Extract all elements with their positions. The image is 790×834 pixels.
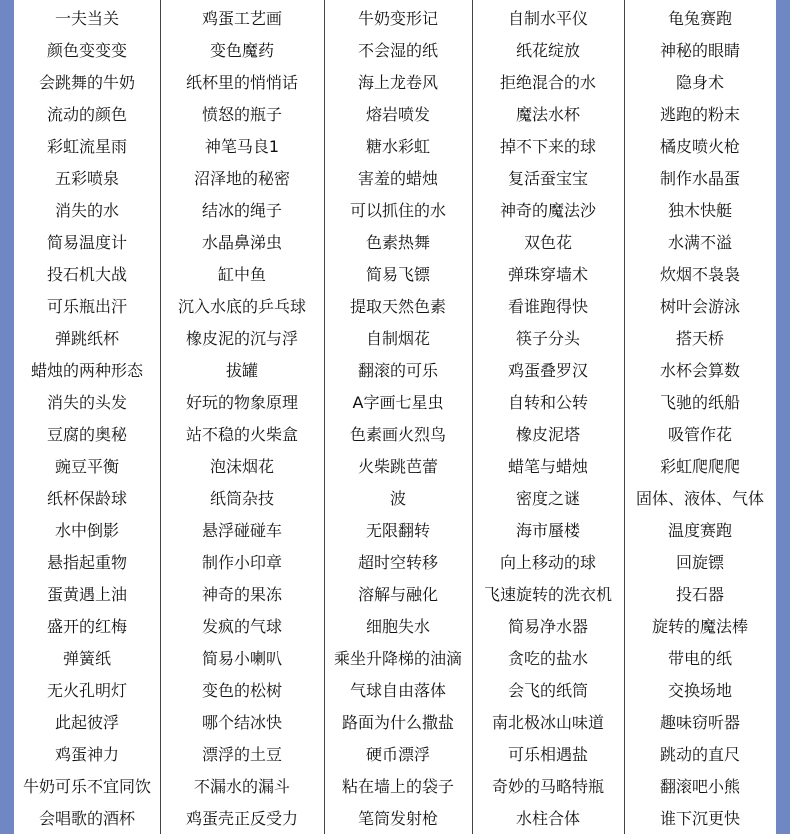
table-cell: 变色魔药: [209, 40, 274, 60]
table-cell: 投石机大战: [46, 264, 127, 284]
table-cell: 牛奶变形记: [357, 8, 438, 28]
table-cell: 牛奶可乐不宜同饮: [22, 776, 151, 796]
table-cell: 神笔马良1: [204, 136, 280, 156]
table-cell: 神秘的眼睛: [659, 40, 740, 60]
table-cell: 站不稳的火柴盒: [185, 424, 298, 444]
table-cell: 双色花: [523, 232, 572, 252]
experiment-table: [14, 1, 776, 833]
table-cell: 飞速旋转的洗衣机: [483, 584, 612, 604]
table-cell: 拔罐: [225, 360, 258, 380]
table-cell: 水中倒影: [54, 520, 119, 540]
table-cell: 会跳舞的牛奶: [38, 72, 135, 92]
table-cell: 消失的头发: [46, 392, 127, 412]
table-cell: 粘在墙上的袋子: [341, 776, 454, 796]
table-cell: 彩虹爬爬爬: [659, 456, 740, 476]
table-cell: 火柴跳芭蕾: [357, 456, 438, 476]
table-cell: 吸管作花: [667, 424, 732, 444]
table-cell: 弹簧纸: [62, 648, 111, 668]
table-cell: 消失的水: [54, 200, 119, 220]
table-cell: 魔法水杯: [515, 104, 580, 124]
table-cell: 溶解与融化: [357, 584, 438, 604]
table-cell: 橘皮喷火枪: [659, 136, 740, 156]
table-cell: 沼泽地的秘密: [193, 168, 290, 188]
table-cell: 好玩的物象原理: [185, 392, 298, 412]
table-cell: 投石器: [675, 584, 724, 604]
table-cell: 超时空转移: [357, 552, 438, 572]
table-cell: 神奇的魔法沙: [499, 200, 596, 220]
table-cell: 色素画火烈鸟: [349, 424, 446, 444]
table-cell: 海上龙卷风: [357, 72, 438, 92]
table-cell: 水晶鼻涕虫: [201, 232, 282, 252]
table-cell: 漂浮的土豆: [201, 744, 282, 764]
table-cell: 独木快艇: [667, 200, 732, 220]
table-cell: 逃跑的粉末: [659, 104, 740, 124]
table-cell: 带电的纸: [667, 648, 732, 668]
table-cell: 会唱歌的酒杯: [38, 808, 135, 828]
table-cell: 制作水晶蛋: [659, 168, 740, 188]
table-cell: 弹跳纸杯: [54, 328, 119, 348]
table-cell: 泡沫烟花: [209, 456, 274, 476]
table-cell: 水杯会算数: [659, 360, 740, 380]
table-cell: 气球自由落体: [349, 680, 446, 700]
table-cell: 无限翻转: [365, 520, 430, 540]
table-cell: 会飞的纸筒: [507, 680, 588, 700]
table-cell: 硬币漂浮: [365, 744, 430, 764]
table-cell: 乘坐升降梯的油滴: [333, 648, 462, 668]
table-cell: 缸中鱼: [217, 264, 266, 284]
table-cell: 水柱合体: [515, 808, 580, 828]
table-cell: 沉入水底的乒乓球: [177, 296, 306, 316]
table-cell: 发疯的气球: [201, 616, 282, 636]
table-cell: 害羞的蜡烛: [357, 168, 438, 188]
table-cell: 提取天然色素: [349, 296, 446, 316]
table-cell: 掉不下来的球: [499, 136, 596, 156]
table-cell: 交换场地: [667, 680, 732, 700]
table-cell: 悬指起重物: [46, 552, 127, 572]
table-cell: 温度赛跑: [667, 520, 732, 540]
table-cell: 纸杯里的悄悄话: [185, 72, 298, 92]
table-cell: 拒绝混合的水: [499, 72, 596, 92]
table-cell: 愤怒的瓶子: [201, 104, 282, 124]
table-cell: 简易净水器: [507, 616, 588, 636]
table-cell: 橡皮泥的沉与浮: [185, 328, 298, 348]
experiment-list-page: [14, 0, 776, 834]
table-cell: 无火孔明灯: [46, 680, 127, 700]
table-cell: 豆腐的奥秘: [46, 424, 127, 444]
table-cell: 不漏水的漏斗: [193, 776, 290, 796]
table-cell: A字画七星虫: [352, 392, 444, 412]
table-cell: 豌豆平衡: [54, 456, 119, 476]
table-cell: 旋转的魔法棒: [651, 616, 748, 636]
table-cell: 翻滚的可乐: [357, 360, 438, 380]
table-cell: 鸡蛋神力: [54, 744, 119, 764]
table-cell: 笔筒发射枪: [357, 808, 438, 828]
table-cell: 神奇的果冻: [201, 584, 282, 604]
table-cell: 简易温度计: [46, 232, 127, 252]
table-cell: 南北极冰山味道: [491, 712, 604, 732]
table-cell: 纸杯保龄球: [46, 488, 127, 508]
table-cell: 颜色变变变: [46, 40, 127, 60]
table-cell: 鸡蛋叠罗汉: [507, 360, 588, 380]
table-cell: 贪吃的盐水: [507, 648, 588, 668]
table-cell: 糖水彩虹: [365, 136, 430, 156]
table-cell: 向上移动的球: [499, 552, 596, 572]
table-cell: 蛋黄遇上油: [46, 584, 127, 604]
table-cell: 简易小喇叭: [201, 648, 282, 668]
table-cell: 色素热舞: [365, 232, 430, 252]
table-cell: 鸡蛋工艺画: [201, 8, 282, 28]
table-cell: 可以抓住的水: [349, 200, 446, 220]
table-cell: 蜡笔与蜡烛: [507, 456, 588, 476]
table-cell: 自制水平仪: [507, 8, 588, 28]
table-cell: 悬浮碰碰车: [201, 520, 282, 540]
table-cell: 变色的松树: [201, 680, 282, 700]
table-cell: 看谁跑得快: [507, 296, 588, 316]
table-cell: 熔岩喷发: [365, 104, 430, 124]
table-cell: 盛开的红梅: [46, 616, 127, 636]
table-cell: 流动的颜色: [46, 104, 127, 124]
table-cell: 细胞失水: [365, 616, 430, 636]
table-cell: 结冰的绳子: [201, 200, 282, 220]
table-cell: 隐身术: [675, 72, 724, 92]
table-cell: 不会湿的纸: [357, 40, 438, 60]
table-cell: 此起彼浮: [54, 712, 119, 732]
table-cell: 可乐相遇盐: [507, 744, 588, 764]
table-cell: 树叶会游泳: [659, 296, 740, 316]
table-cell: 纸筒杂技: [209, 488, 274, 508]
table-cell: 可乐瓶出汗: [46, 296, 127, 316]
table-cell: 炊烟不袅袅: [659, 264, 740, 284]
table-cell: 路面为什么撒盐: [341, 712, 454, 732]
table-cell: 奇妙的马略特瓶: [491, 776, 604, 796]
table-cell: 波: [389, 488, 406, 508]
table-cell: 谁下沉更快: [659, 808, 740, 828]
table-cell: 水满不溢: [667, 232, 732, 252]
table-cell: 回旋镖: [675, 552, 724, 572]
table-cell: 自转和公转: [507, 392, 588, 412]
table-cell: 弹珠穿墙术: [507, 264, 588, 284]
table-cell: 纸花绽放: [515, 40, 580, 60]
table-cell: 制作小印章: [201, 552, 282, 572]
table-cell: 橡皮泥塔: [515, 424, 580, 444]
table-cell: 复活蚕宝宝: [507, 168, 588, 188]
table-cell: 飞驰的纸船: [659, 392, 740, 412]
table-cell: 龟兔赛跑: [667, 8, 732, 28]
table-cell: 海市蜃楼: [515, 520, 580, 540]
table-cell: 鸡蛋壳正反受力: [185, 808, 298, 828]
table-cell: 蜡烛的两种形态: [30, 360, 143, 380]
table-cell: 哪个结冰快: [201, 712, 282, 732]
table-cell: 密度之谜: [515, 488, 580, 508]
table-cell: 一夫当关: [54, 8, 119, 28]
table-cell: 固体、液体、气体: [635, 488, 764, 508]
table-cell: 搭天桥: [675, 328, 724, 348]
table-cell: 跳动的直尺: [659, 744, 740, 764]
table-cell: 趣味窃听器: [659, 712, 740, 732]
table-cell: 自制烟花: [365, 328, 430, 348]
table-cell: 五彩喷泉: [54, 168, 119, 188]
table-cell: 筷子分头: [515, 328, 580, 348]
table-cell: 简易飞镖: [365, 264, 430, 284]
table-cell: 翻滚吧小熊: [659, 776, 740, 796]
table-cell: 彩虹流星雨: [46, 136, 127, 156]
